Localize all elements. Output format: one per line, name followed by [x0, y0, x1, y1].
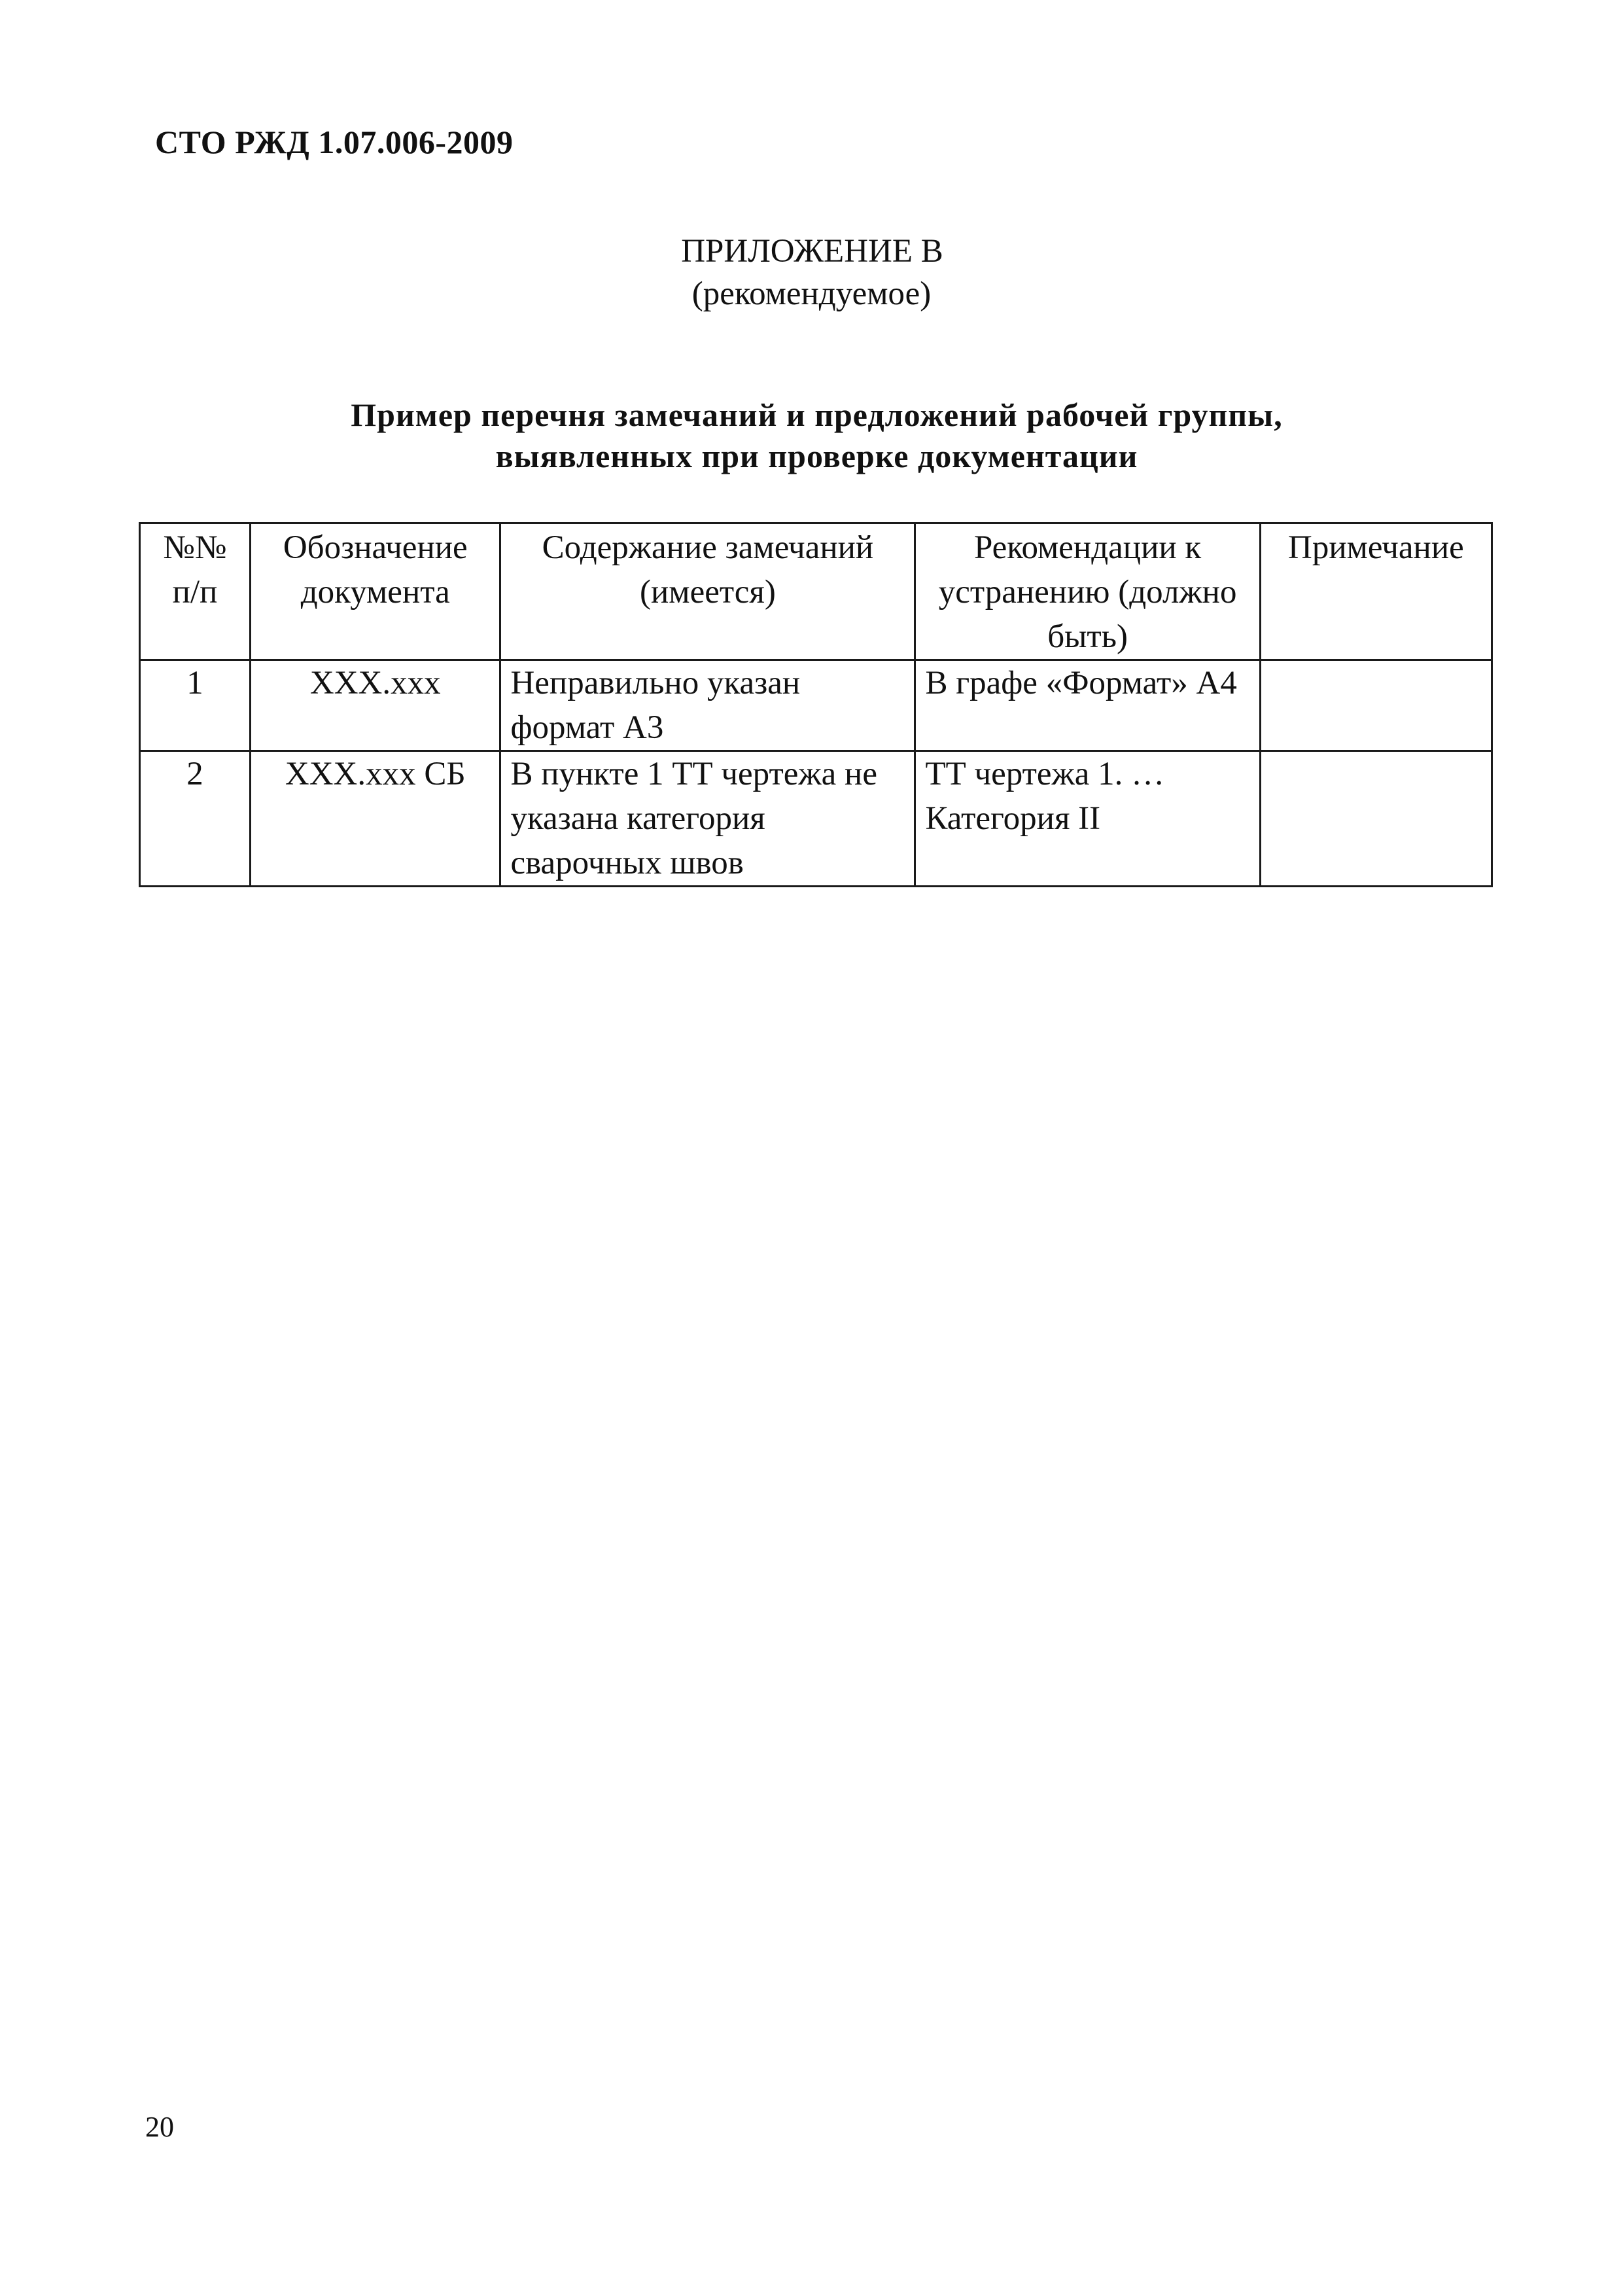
- column-header-designation: Обозначение документа: [251, 523, 500, 660]
- cell-recommendation: В графе «Формат» А4: [915, 660, 1260, 751]
- table-heading-line-1: Пример перечня замечаний и предложений рабочей группы,: [351, 397, 1283, 433]
- cell-content: Неправильно указан формат А3: [500, 660, 915, 751]
- document-code: СТО РЖД 1.07.006-2009: [155, 124, 514, 160]
- appendix-status: (рекомендуемое): [691, 275, 932, 312]
- table-row: [140, 660, 1492, 751]
- cell-content: В пункте 1 ТТ чертежа не указана категория сварочных швов: [500, 751, 915, 887]
- column-header-content: Содержание замечаний (имеется): [500, 523, 915, 660]
- table-header-row: [140, 523, 1492, 660]
- cell-number: 1: [140, 660, 251, 751]
- cell-designation: XXX.xxx: [251, 660, 500, 751]
- cell-note: [1260, 751, 1492, 887]
- appendix-title: ПРИЛОЖЕНИЕ В: [681, 233, 943, 270]
- table-row: [140, 751, 1492, 887]
- column-header-number: №№ п/п: [140, 523, 251, 660]
- cell-number: 2: [140, 751, 251, 887]
- cell-note: [1260, 660, 1492, 751]
- cell-designation: XXX.xxx СБ: [251, 751, 500, 887]
- cell-recommendation: ТТ чертежа 1. …Категория II: [915, 751, 1260, 887]
- column-header-recommendation: Рекомендации к устранению (должно быть): [915, 523, 1260, 660]
- table-heading-line-2: выявленных при проверке документации: [495, 438, 1138, 474]
- column-header-note: Примечание: [1260, 523, 1492, 660]
- page-number: 20: [145, 2111, 174, 2143]
- remarks-table: [139, 522, 1493, 887]
